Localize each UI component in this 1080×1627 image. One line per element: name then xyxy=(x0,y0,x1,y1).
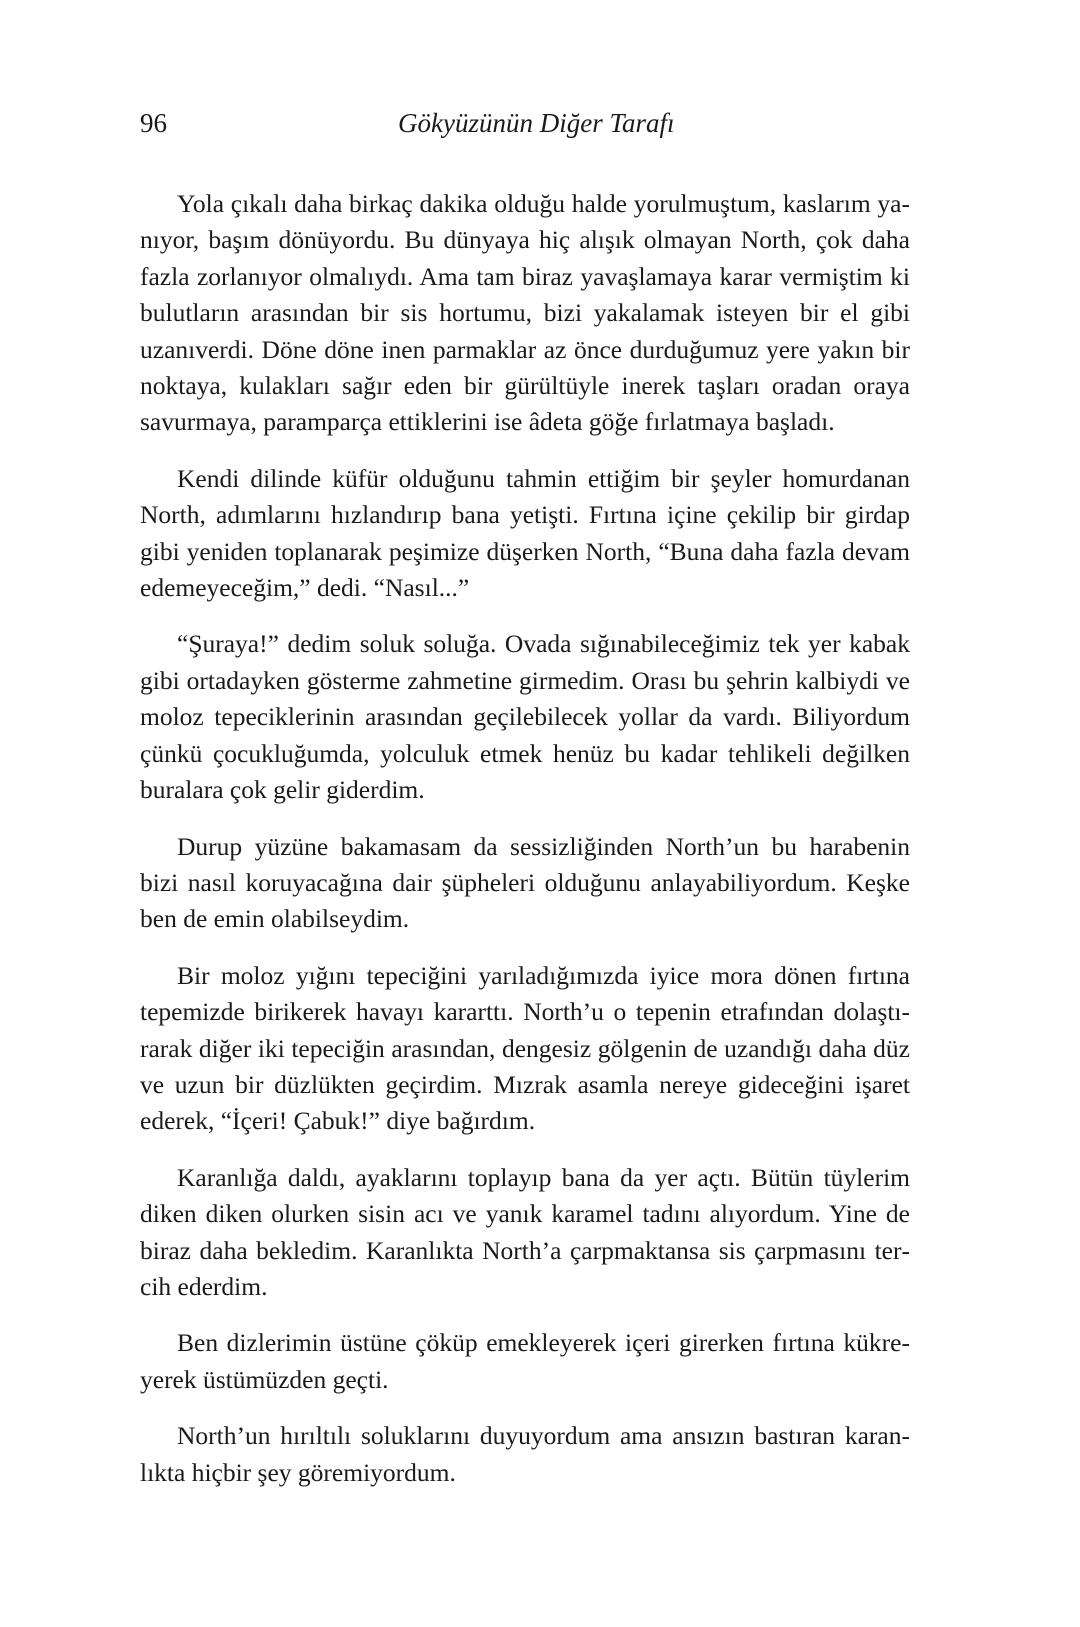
running-head xyxy=(140,108,910,148)
paragraph: “Şuraya!” dedim soluk soluğa. Ovada sığınabileceğimiz tek yer kabak gibi ortadayken gösterme zahmetine girmedim. Orası bu şehrin kalbiydi ve moloz tepeciklerinin arasından geçilebilecek yollar da vardı. Biliyordum çünkü çocukluğumda, yolculuk etmek henüz bu kadar tehlikeli değilken buralara çok gelir giderdim. xyxy=(140,629,910,805)
paragraph: Yola çıkalı daha birkaç dakika olduğu halde yorulmuştum, kaslarım yanıyor, başım dönüyordu. Bu dünyaya hiç alışık olmayan North, çok daha fazla zorlanıyor olmalıydı. Ama tam biraz yavaşlamaya karar vermiştim ki bulutların arasından bir sis hortumu, bizi yakalamak isteyen bir el gibi uzanıverdi. Döne döne inen parmaklar az önce durduğumuz yere yakın bir noktaya, kulakları sağır eden bir gürültüyle inerek taşları oradan oraya savurmaya, paramparça ettiklerini ise âdeta göğe fırlatmaya başladı. xyxy=(140,189,910,437)
paragraph: North’un hırıltılı soluklarını duyuyordum ama ansızın bastıran karanlıkta hiçbir şey göremiyordum. xyxy=(140,1421,910,1487)
paragraph: Karanlığa daldı, ayaklarını toplayıp bana da yer açtı. Bütün tüylerim diken diken olurken sisin acı ve yanık karamel tadını alıyordum. Yine de biraz daha bekledim. Karanlıkta North’a çarpmaktansa sis çarpmasını tercih ederdim. xyxy=(140,1162,910,1301)
paragraph: Durup yüzüne bakamasam da sessizliğinden North’un bu harabenin bizi nasıl koruyacağına dair şüpheleri olduğunu anlayabiliyordum. Keşke ben de emin olabilseydim. xyxy=(140,831,910,934)
paragraph: Bir moloz yığını tepeciğini yarıladığımızda iyice mora dönen fırtına tepemizde birikerek havayı kararttı. North’u o tepenin etrafından dolaştırarak diğer iki tepeciğin arasından, dengesiz gölgenin de uzandığı daha düz ve uzun bir düzlükten geçirdim. Mızrak asamla nereye gideceğini işaret ederek, “İçeri! Çabuk!” diye bağırdım. xyxy=(140,960,910,1136)
page-number: 96 xyxy=(140,108,167,138)
paragraph: Ben dizlerimin üstüne çöküp emekleyerek içeri girerken fırtına kükreyerek üstümüzden geçti. xyxy=(140,1328,910,1394)
paragraph: Kendi dilinde küfür olduğunu tahmin ettiğim bir şeyler homurdanan North, adımlarını hızlandırıp bana yetişti. Fırtına içine çekilip bir girdap gibi yeniden toplanarak peşimize düşerken North, “Buna daha fazla devam edemeyeceğim,” dedi. “Nasıl...” xyxy=(140,463,910,603)
book-title: Gökyüzünün Diğer Tarafı xyxy=(398,108,675,138)
body-text xyxy=(140,186,910,1511)
